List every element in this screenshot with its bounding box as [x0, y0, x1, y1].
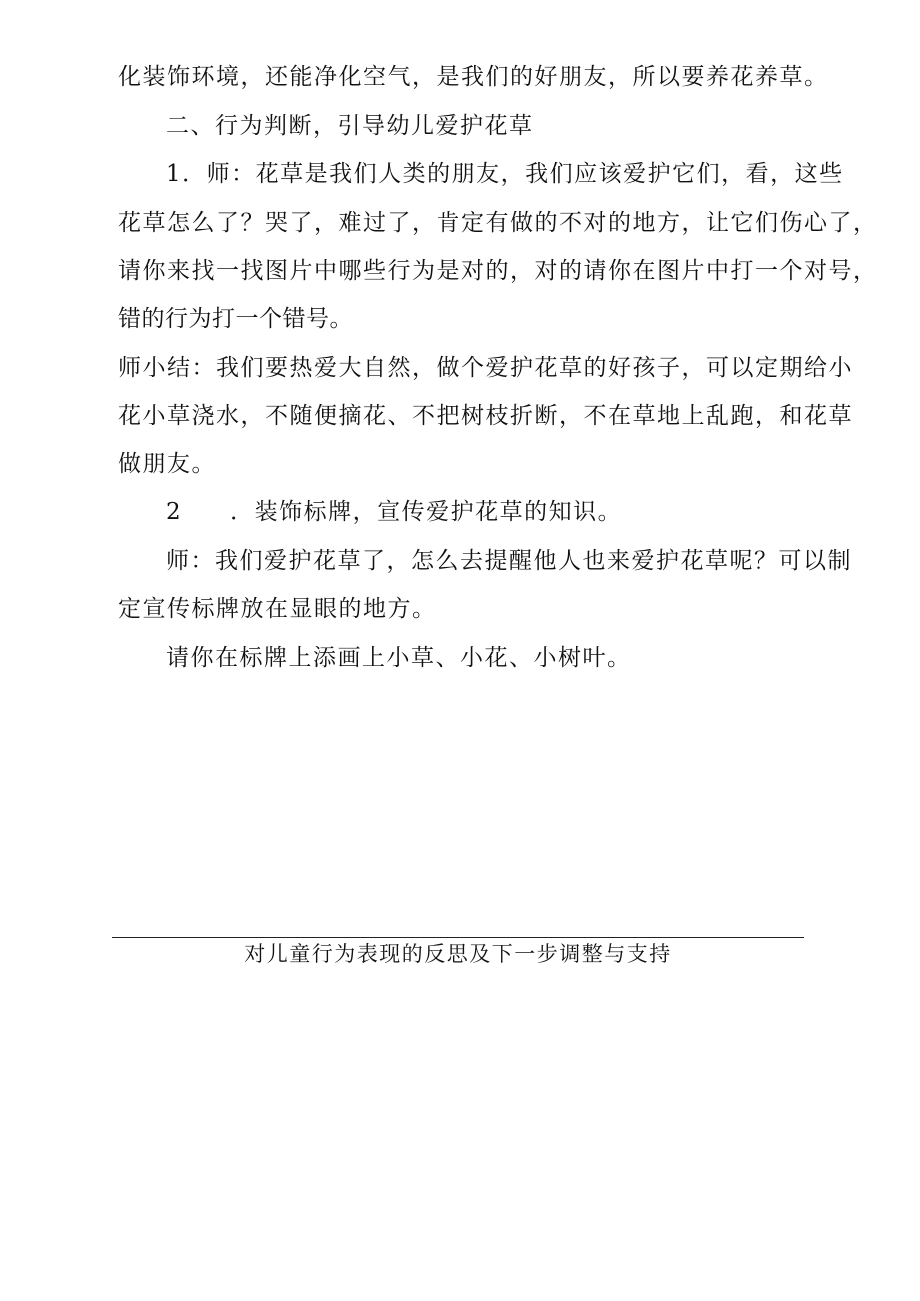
paragraph-line: 化装饰环境，还能净化空气，是我们的好朋友，所以要养花养草。	[118, 64, 829, 90]
table-top-rule	[112, 937, 804, 938]
paragraph-line: 请你来找一找图片中哪些行为是对的，对的请你在图片中打一个对号，	[118, 258, 878, 284]
numbered-item	[166, 497, 622, 527]
section-heading: 二、行为判断，引导幼儿爱护花草	[166, 113, 534, 139]
paragraph-line: 请你在标牌上添画上小草、小花、小树叶。	[166, 645, 632, 671]
item-text: ．装饰标牌，宣传爱护花草的知识。	[230, 499, 623, 525]
paragraph-line: 定宣传标牌放在显眼的地方。	[118, 596, 437, 622]
paragraph-line: 错的行为打一个错号。	[118, 306, 353, 332]
paragraph-line: 1．师：花草是我们人类的朋友，我们应该爱护它们，看，这些	[166, 161, 844, 187]
reflection-table-heading: 对儿童行为表现的反思及下一步调整与支持	[244, 942, 672, 966]
summary-line: 花小草浇水，不随便摘花、不把树枝折断，不在草地上乱跑，和花草	[118, 403, 853, 429]
paragraph-line: 花草怎么了？哭了，难过了，肯定有做的不对的地方，让它们伤心了，	[118, 210, 878, 236]
paragraph-line: 师：我们爱护花草了，怎么去提醒他人也来爱护花草呢？可以制	[166, 548, 852, 574]
summary-line: 师小结：我们要热爱大自然，做个爱护花草的好孩子，可以定期给小	[118, 355, 853, 381]
item-number: 2	[166, 499, 183, 525]
summary-line: 做朋友。	[118, 451, 216, 477]
